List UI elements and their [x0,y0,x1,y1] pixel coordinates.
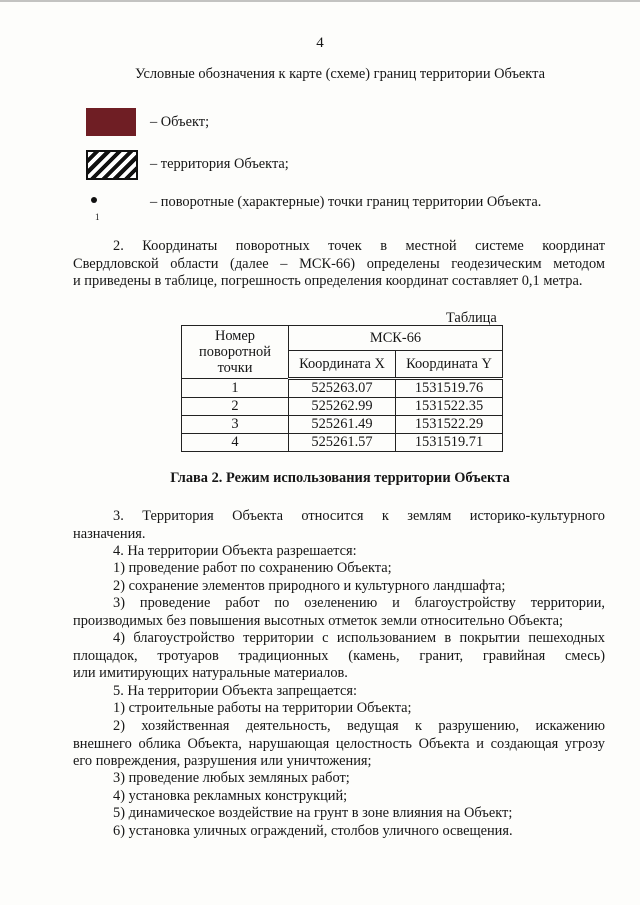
text-line: 4) благоустройство территории с использованием в покрытии пешеходных [113,630,605,646]
cell-point: 1 [182,379,289,398]
coordinates-table [181,325,503,452]
section-5-item-3: 3) проведение любых земляных работ; [113,770,350,786]
section-4-item-1: 1) проведение работ по сохранению Объекта; [113,560,392,576]
section-5-item-6: 6) установка уличных ограждений, столбов уличного освещения. [113,823,513,839]
page-number: 4 [316,35,324,51]
section-4-item-2: 2) сохранение элементов природного и культурного ландшафта; [113,578,506,594]
legend-row-object [0,108,640,138]
text-line: 2) хозяйственная деятельность, ведущая к разрушению, искажению [113,718,605,734]
text-line: и приведены в таблице, погрешность определения координат составляет 0,1 метра. [73,273,583,289]
cell-x: 525261.49 [289,416,396,434]
text-line: или имитирующих натуральные материалов. [73,665,348,681]
chapter-title: Глава 2. Режим использования территории Объекта [170,470,510,486]
legend-points-label: – поворотные (характерные) точки границ территории Объекта. [150,194,542,210]
table-row [182,416,503,434]
table-row [182,434,503,452]
hatch-swatch [86,150,138,180]
cell-x: 525263.07 [289,379,396,398]
section-5-item-1: 1) строительные работы на территории Объекта; [113,700,412,716]
text-line: 3. Территория Объекта относится к землям историко-культурного [113,508,605,524]
legend-territory-label: – территория Объекта; [150,156,289,172]
paragraph-3 [73,508,605,543]
header-coord-y: Координата Y [396,351,503,379]
text-line: Свердловской области (далее – МСК-66) определены геодезическим методом [73,255,605,272]
table-row [182,398,503,416]
section-4-title: 4. На территории Объекта разрешается: [113,543,357,559]
cell-point: 2 [182,398,289,416]
cell-y: 1531519.76 [396,379,503,398]
section-5-item-5: 5) динамическое воздействие на грунт в зоне влияния на Объект; [113,805,513,821]
table-row [182,379,503,398]
text-line: 2. Координаты поворотных точек в местной системе координат [113,238,605,254]
legend-point-number: 1 [95,212,100,222]
cell-x: 525261.57 [289,434,396,452]
cell-point: 3 [182,416,289,434]
object-swatch [86,108,136,136]
text-line: 3) проведение работ по озеленению и благоустройству территории, [113,595,605,611]
legend-object-label: – Объект; [150,114,210,130]
text-line: назначения. [73,525,146,542]
cell-point: 4 [182,434,289,452]
text-line: внешнего облика Объекта, нарушающая целостность Объекта и создающая угрозу [73,735,605,752]
header-point-number: Номер поворотной точки [182,326,289,379]
text-line: производимых без повышения высотных отметок земли относительно Объекта; [73,612,563,629]
scan-edge [0,0,640,2]
cell-y: 1531519.71 [396,434,503,452]
point-dot-icon [91,197,97,203]
cell-y: 1531522.35 [396,398,503,416]
cell-y: 1531522.29 [396,416,503,434]
section-5-item-4: 4) установка рекламных конструкций; [113,788,348,804]
section-4-item-4 [73,630,605,683]
legend-title: Условные обозначения к карте (схеме) границ территории Объекта [135,66,545,82]
section-5-title: 5. На территории Объекта запрещается: [113,683,357,699]
section-5-item-2 [73,718,605,771]
section-4-item-3 [73,595,605,630]
table-caption: Таблица [446,310,497,326]
legend-row-territory [0,150,640,180]
header-coordinate-system: МСК-66 [289,326,503,351]
cell-x: 525262.99 [289,398,396,416]
paragraph-2 [73,238,605,291]
text-line: его повреждения, разрушения или уничтожения; [73,753,372,769]
header-coord-x: Координата X [289,351,396,379]
text-line: площадок, тротуаров традиционных (камень, гранит, гравийная смесь) [73,647,605,664]
